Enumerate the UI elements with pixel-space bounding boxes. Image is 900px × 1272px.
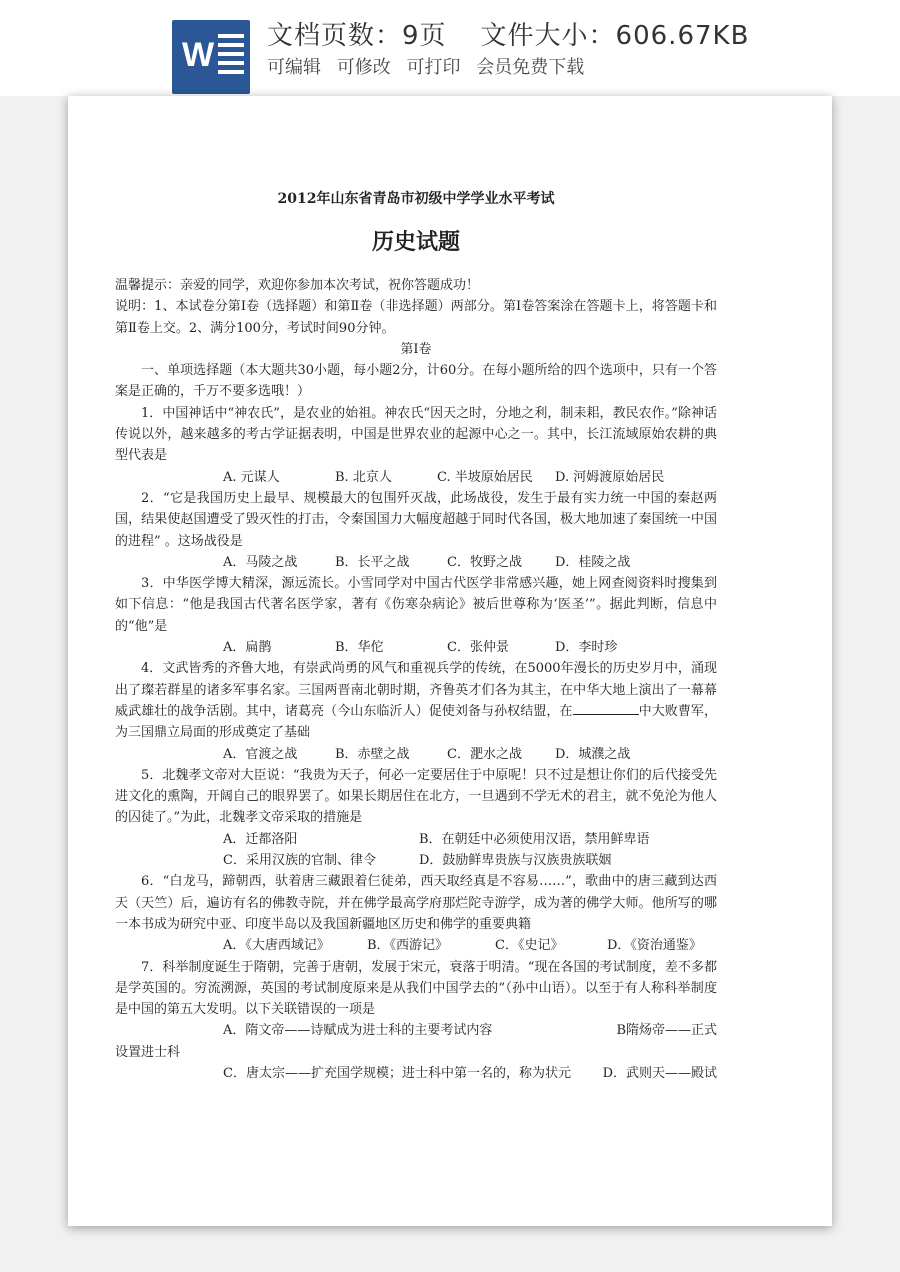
option: B. 北京人 [335, 469, 392, 485]
option: D．鼓励鲜卑贵族与汉族贵族联姻 [419, 853, 612, 869]
option: C．《史记》 [495, 938, 564, 954]
page-count-label: 文档页数：9页 [267, 21, 447, 51]
word-document-icon [172, 20, 250, 94]
feature-list [267, 56, 594, 80]
question-3-options [115, 637, 717, 658]
option: D．武则天——殿试 [602, 1065, 717, 1081]
question-1-options [115, 467, 717, 488]
option: A．《大唐西域记》 [223, 938, 330, 954]
option: C．唐太宗——扩充国学规模；进士科中第一名的，称为状元 [223, 1065, 571, 1081]
question-3: 3．中华医学博大精深，源远流长。小雪同学对中国古代医学非常感兴趣，她上网查阅资料时搜集到如下信息：“他是我国古代著名医学家，著有《伤寒杂病论》被后世尊称为‘医圣’”。据此判断，信息中的“他”是 [115, 576, 717, 634]
option: D. 河姆渡原始居民 [555, 469, 665, 485]
option: D．李时珍 [555, 640, 618, 656]
document-content [115, 160, 717, 1084]
question-7: 7．科举制度诞生于隋朝，完善于唐朝，发展于宋元，衰落于明清。“现在各国的考试制度，差不多都是学英国的。穷流溯源，英国的考试制度原来是从我们中国学去的”（孙中山语）。以至于有人称科举制度是中国的第五大发明。以下关联错误的一项是 [115, 959, 717, 1018]
question-6-options [115, 935, 717, 956]
option: B隋炀帝——正式 [616, 1023, 717, 1039]
option: C．采用汉族的官制、律令 [223, 853, 376, 869]
feature-printable: 可打印 [406, 57, 461, 78]
option: D．《资治通鉴》 [607, 938, 702, 954]
option: C．牧野之战 [447, 554, 522, 570]
option: B．华佗 [335, 640, 384, 656]
question-4 [115, 658, 717, 743]
exam-title: 2012年山东省青岛市初级中学学业水平考试 [277, 191, 555, 207]
question-5-options-row2 [115, 850, 717, 871]
question-5: 5．北魏孝文帝对大臣说：“我贵为天子，何必一定要居住于中原呢！只不过是想让你们的后代接受先进文化的熏陶，开阔自己的眼界罢了。如果长期居住在北方，一旦遇到不学无术的君主，就不免沦为他人的囚徒了。”为此，北魏孝文帝采取的措施是 [115, 767, 717, 826]
question-1: 1．中国神话中“神农氏”，是农业的始祖。神农氏“因天之时，分地之利，制耒耜，教民农作。”除神话传说以外，越来越多的考古学证据表明，中国是世界农业的起源中心之一。其中，长江流域原始农耕的典型代表是 [115, 405, 717, 464]
option: A．迁都洛阳 [223, 831, 298, 847]
word-icon-letter: W [182, 36, 215, 74]
option: C. 半坡原始居民 [437, 469, 533, 485]
question-4-text-end: 中大败曹军，为三国鼎立局面的形成奠定了基础 [115, 703, 717, 741]
question-7-options-row2 [115, 1063, 717, 1084]
option: A．官渡之战 [223, 746, 298, 762]
option: A．隋文帝——诗赋成为进士科的主要考试内容 [223, 1023, 493, 1039]
feature-free-download: 会员免费下载 [476, 57, 585, 78]
option: C．张仲景 [447, 640, 509, 656]
option: A．马陵之战 [223, 554, 298, 570]
file-stats [267, 20, 749, 52]
question-2-options [115, 552, 717, 573]
question-5-options-row1 [115, 829, 717, 850]
question-7-option-cont: 设置进士科 [115, 1044, 181, 1060]
file-size-label: 文件大小：606.67KB [480, 21, 750, 51]
answer-blank [573, 702, 639, 715]
feature-editable: 可编辑 [267, 57, 321, 78]
question-4-options [115, 744, 717, 765]
subject-title: 历史试题 [371, 229, 460, 255]
option: C．淝水之战 [447, 746, 522, 762]
option: B．赤壁之战 [335, 746, 410, 762]
section-title: 第Ⅰ卷 [400, 341, 432, 357]
word-icon-lines [218, 34, 244, 79]
option: D．城濮之战 [555, 746, 631, 762]
feature-modifiable: 可修改 [336, 57, 391, 78]
document-info-header [0, 0, 900, 96]
option: B．《西游记》 [367, 938, 449, 954]
option: A．扁鹊 [223, 640, 272, 656]
question-2: 2．“它是我国历史上最早、规模最大的包围歼灭战，此场战役，发生于最有实力统一中国的秦赵两国，结果使赵国遭受了毁灭性的打击，令秦国国力大幅度超越于同时代各国，极大地加速了秦国统一中国的进程” 。这场战役是 [115, 490, 717, 549]
tip-text: 温馨提示：亲爱的同学，欢迎你参加本次考试，祝你答题成功！ [115, 278, 480, 293]
option: D．桂陵之战 [555, 554, 631, 570]
part-instructions: 一、单项选择题（本大题共30小题，每小题2分，计60分。在每小题所给的四个选项中，只有一个答案是正确的，千万不要多选哦！） [115, 363, 717, 400]
note-text: 说明：1、本试卷分第Ⅰ卷（选择题）和第Ⅱ卷（非选择题）两部分。第Ⅰ卷答案涂在答题卡上，将答题卡和第Ⅱ卷上交。2、满分100分，考试时间90分钟。 [115, 299, 717, 336]
option: B．在朝廷中必须使用汉语，禁用鲜卑语 [419, 831, 650, 847]
question-4-text: 4．文武皆秀的齐鲁大地，有崇武尚勇的风气和重视兵学的传统，在5000年漫长的历史岁月中，涌现出了璨若群星的诸多军事名家。三国两晋南北朝时期，齐鲁英才们各为其主，在中华大地上演出了一幕幕威武雄壮的战争活剧。其中，诸葛亮（今山东临沂人）促使刘备与孙权结盟，在 [115, 661, 717, 719]
question-6: 6．“白龙马，蹄朝西，驮着唐三藏跟着仨徒弟，西天取经真是不容易……”，歌曲中的唐三藏到达西天（天竺）后，遍访有名的佛教寺院，并在佛学最高学府那烂陀寺游学，成为著的佛学大师。他所写的哪一本书成为研究中亚、印度半岛以及我国新疆地区历史和佛学的重要典籍 [115, 874, 717, 932]
option: B．长平之战 [335, 554, 410, 570]
question-7-options-row1 [115, 1020, 717, 1041]
option: A. 元谋人 [223, 469, 280, 485]
